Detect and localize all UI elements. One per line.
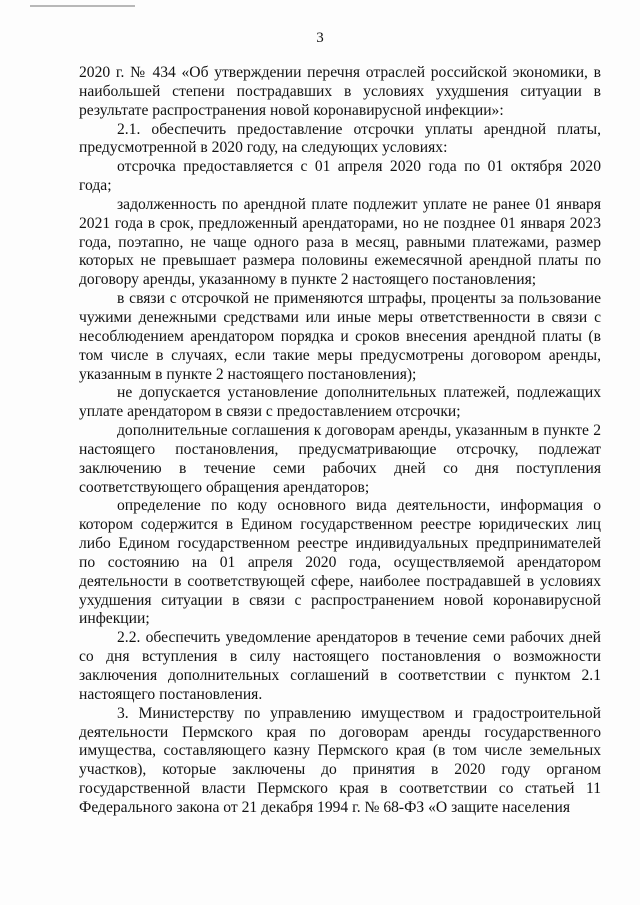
paragraph-continuation: 2020 г. № 434 «Об утверждении перечня отраслей российской экономики, в наибольшей степени пострадавших в условиях ухудшения ситуации в результате распространения новой коронавирусной инфекции»: [79, 64, 601, 119]
scan-edge-mark [30, 5, 135, 7]
paragraph-deferral-period: отсрочка предоставляется с 01 апреля 2020 года по 01 октября 2020 года; [79, 158, 601, 195]
page-number: 3 [316, 30, 324, 46]
paragraph-additional-agreements: дополнительные соглашения к договорам аренды, указанным в пункте 2 настоящего постановления, предусматривающие отсрочку, подлежат заключению в течение семи рабочих дней со дня поступления соответствующего обращения арендаторов; [79, 422, 601, 496]
paragraph-2-1: 2.1. обеспечить предоставление отсрочки уплаты арендной платы, предусмотренной в 2020 году, на следующих условиях: [79, 120, 601, 157]
paragraph-2-2: 2.2. обеспечить уведомление арендаторов в течение семи рабочих дней со дня вступления в силу настоящего постановления о возможности заключения дополнительных соглашений в соответствии с пунктом 2.1 настоящего постановления. [79, 629, 601, 703]
paragraph-debt-repayment: задолженность по арендной плате подлежит уплате не ранее 01 января 2021 года в срок, предложенный арендаторами, но не позднее 01 января 2023 года, поэтапно, не чаще одного раза в месяц, равными платежами, размер которых не превышает размера половины ежемесячной арендной платы по договору аренды, указанному в пункте 2 настоящего постановления; [79, 195, 601, 289]
paragraph-3: 3. Министерству по управлению имуществом и градостроительной деятельности Пермского края по договорам аренды государственного имущества, составляющего казну Пермского края (в том числе земельных участков), которые заключены до принятия в 2020 году органом государственной власти Пермского края в соответствии со статьей 11 Федерального закона от 21 декабря 1994 г. № 68-ФЗ «О защите населения [79, 704, 601, 816]
paragraph-activity-code: определение по коду основного вида деятельности, информация о котором содержится в Едином государственном реестре юридических лиц либо Едином государственном реестре индивидуальных предпринимателей по состоянию на 01 апреля 2020 года, осуществляемой арендатором деятельности в соответствующей сфере, наиболее пострадавшей в условиях ухудшения ситуации в связи с распространением новой коронавирусной инфекции; [79, 497, 601, 628]
document-body [79, 64, 601, 818]
paragraph-no-penalties: в связи с отсрочкой не применяются штрафы, проценты за пользование чужими денежными средствами или иные меры ответственности в связи с несоблюдением арендатором порядка и сроков внесения арендной платы (в том числе в случаях, если такие меры предусмотрены договором аренды, указанным в пункте 2 настоящего постановления); [79, 290, 601, 383]
paragraph-no-extra-payments: не допускается установление дополнительных платежей, подлежащих уплате арендатором в связи с предоставлением отсрочки; [79, 384, 601, 421]
